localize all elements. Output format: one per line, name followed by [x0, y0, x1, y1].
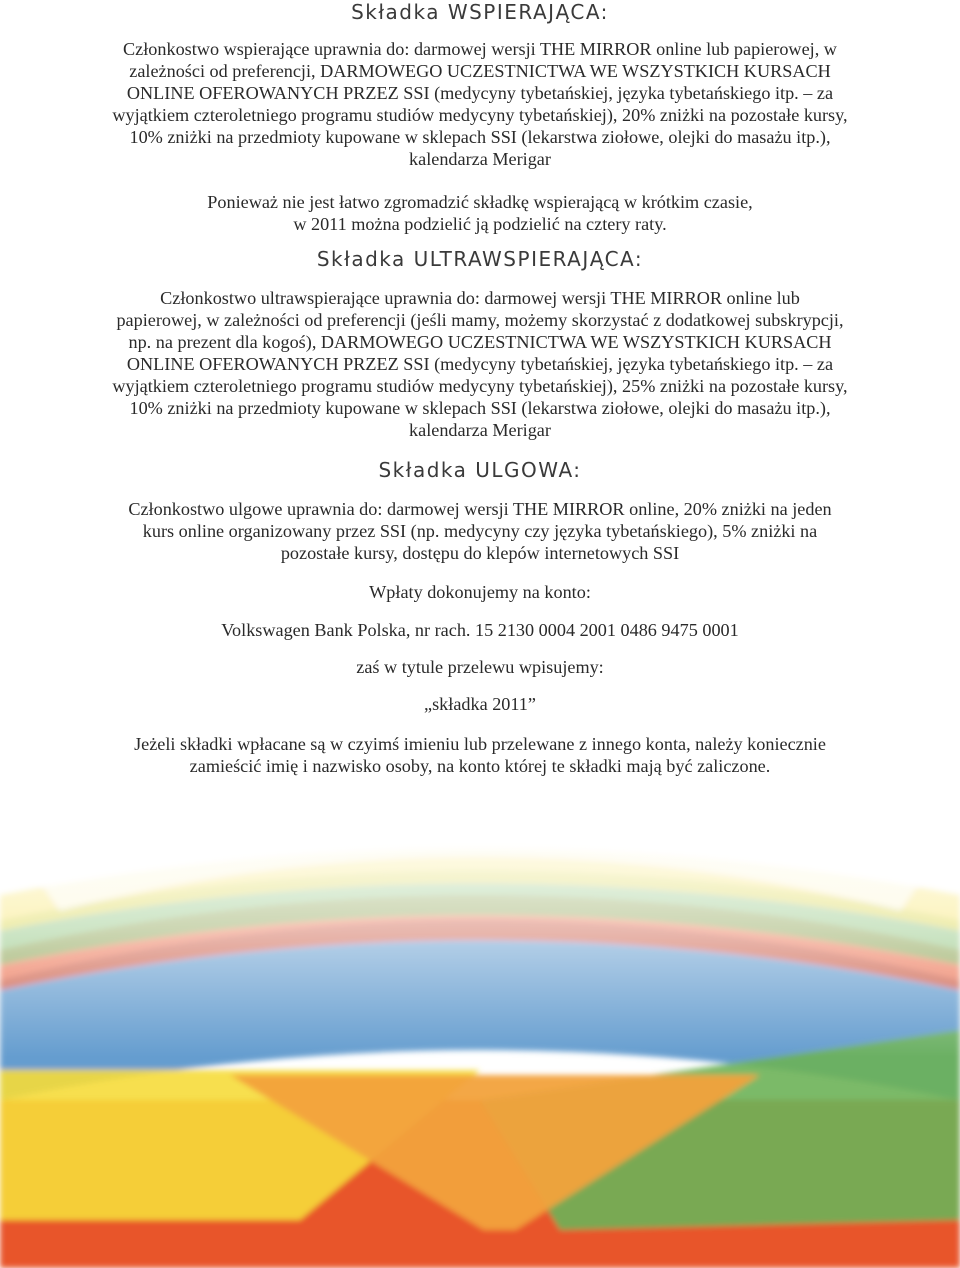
- text-line: zamieścić imię i nazwisko osoby, na konto której te składki mają być zaliczone.: [189, 756, 771, 776]
- text-line: wyjątkiem czteroletniego programu studiów medycyny tybetańskiej), 20% zniżki na pozostałe kursy,: [112, 105, 848, 125]
- top-fade: [0, 800, 960, 1268]
- text-line: ONLINE OFEROWANYCH PRZEZ SSI (medycyny tybetańskiej, języka tybetańskiego itp. – za: [126, 354, 834, 374]
- text-line: 10% zniżki na przedmioty kupowane w sklepach SSI (lekarstwa ziołowe, olejki do masażu itp.),: [129, 127, 831, 147]
- section-text: [0, 498, 960, 564]
- bank-account: Volkswagen Bank Polska, nr rach. 15 2130 0004 2001 0486 9475 0001: [221, 620, 739, 640]
- text-line: 10% zniżki na przedmioty kupowane w sklepach SSI (lekarstwa ziołowe, olejki do masażu itp.),: [129, 398, 831, 418]
- text-line: zależności od preferencji, DARMOWEGO UCZESTNICTWA WE WSZYSTKICH KURSACH: [129, 61, 831, 81]
- section-heading: Składka WSPIERAJĄCA:: [351, 0, 609, 24]
- installments-note: [0, 191, 960, 235]
- text-line: papierowej, w zależności od preferencji (jeśli mamy, możemy skorzystać z dodatkowej subskrypcji,: [116, 310, 844, 330]
- section-heading: Składka ULGOWA:: [378, 458, 582, 482]
- text-line: wyjątkiem czteroletniego programu studiów medycyny tybetańskiej), 25% zniżki na pozostałe kursy,: [112, 376, 848, 396]
- section-heading: Składka ULTRAWSPIERAJĄCA:: [316, 247, 644, 271]
- text-line: np. na prezent dla kogoś), DARMOWEGO UCZESTNICTWA WE WSZYSTKICH KURSACH: [128, 332, 832, 352]
- section-text: [0, 287, 960, 441]
- text-line: kalendarza Merigar: [409, 420, 551, 440]
- text-line: kurs online organizowany przez SSI (np. medycyny czy języka tybetańskiego), 5% zniżki na: [142, 521, 818, 541]
- text-line: Ponieważ nie jest łatwo zgromadzić składkę wspierającą w krótkim czasie,: [207, 192, 753, 212]
- text-line: kalendarza Merigar: [409, 149, 551, 169]
- text-line: ONLINE OFEROWANYCH PRZEZ SSI (medycyny tybetańskiej, języka tybetańskiego itp. – za: [126, 83, 834, 103]
- text-line: pozostałe kursy, dostępu do klepów internetowych SSI: [280, 543, 680, 563]
- transfer-title: „składka 2011”: [424, 694, 536, 714]
- text-line: Jeżeli składki wpłacane są w czyimś imieniu lub przelewane z innego konta, należy koniecznie: [134, 734, 826, 754]
- text-line: Członkostwo ulgowe uprawnia do: darmowej wersji THE MIRROR online, 20% zniżki na jeden: [128, 499, 832, 519]
- section-text: [0, 38, 960, 170]
- text-line: Członkostwo wspierające uprawnia do: darmowej wersji THE MIRROR online lub papierowej, w: [123, 39, 837, 59]
- text-line: Członkostwo ultrawspierające uprawnia do: darmowej wersji THE MIRROR online lub: [160, 288, 800, 308]
- text-line: w 2011 można podzielić ją podzielić na cztery raty.: [293, 214, 667, 234]
- mandala-floor-image: [0, 800, 960, 1268]
- transfer-title-intro: zaś w tytule przelewu wpisujemy:: [356, 657, 604, 677]
- payment-notice: [0, 733, 960, 777]
- payment-intro: Wpłaty dokonujemy na konto:: [369, 582, 591, 602]
